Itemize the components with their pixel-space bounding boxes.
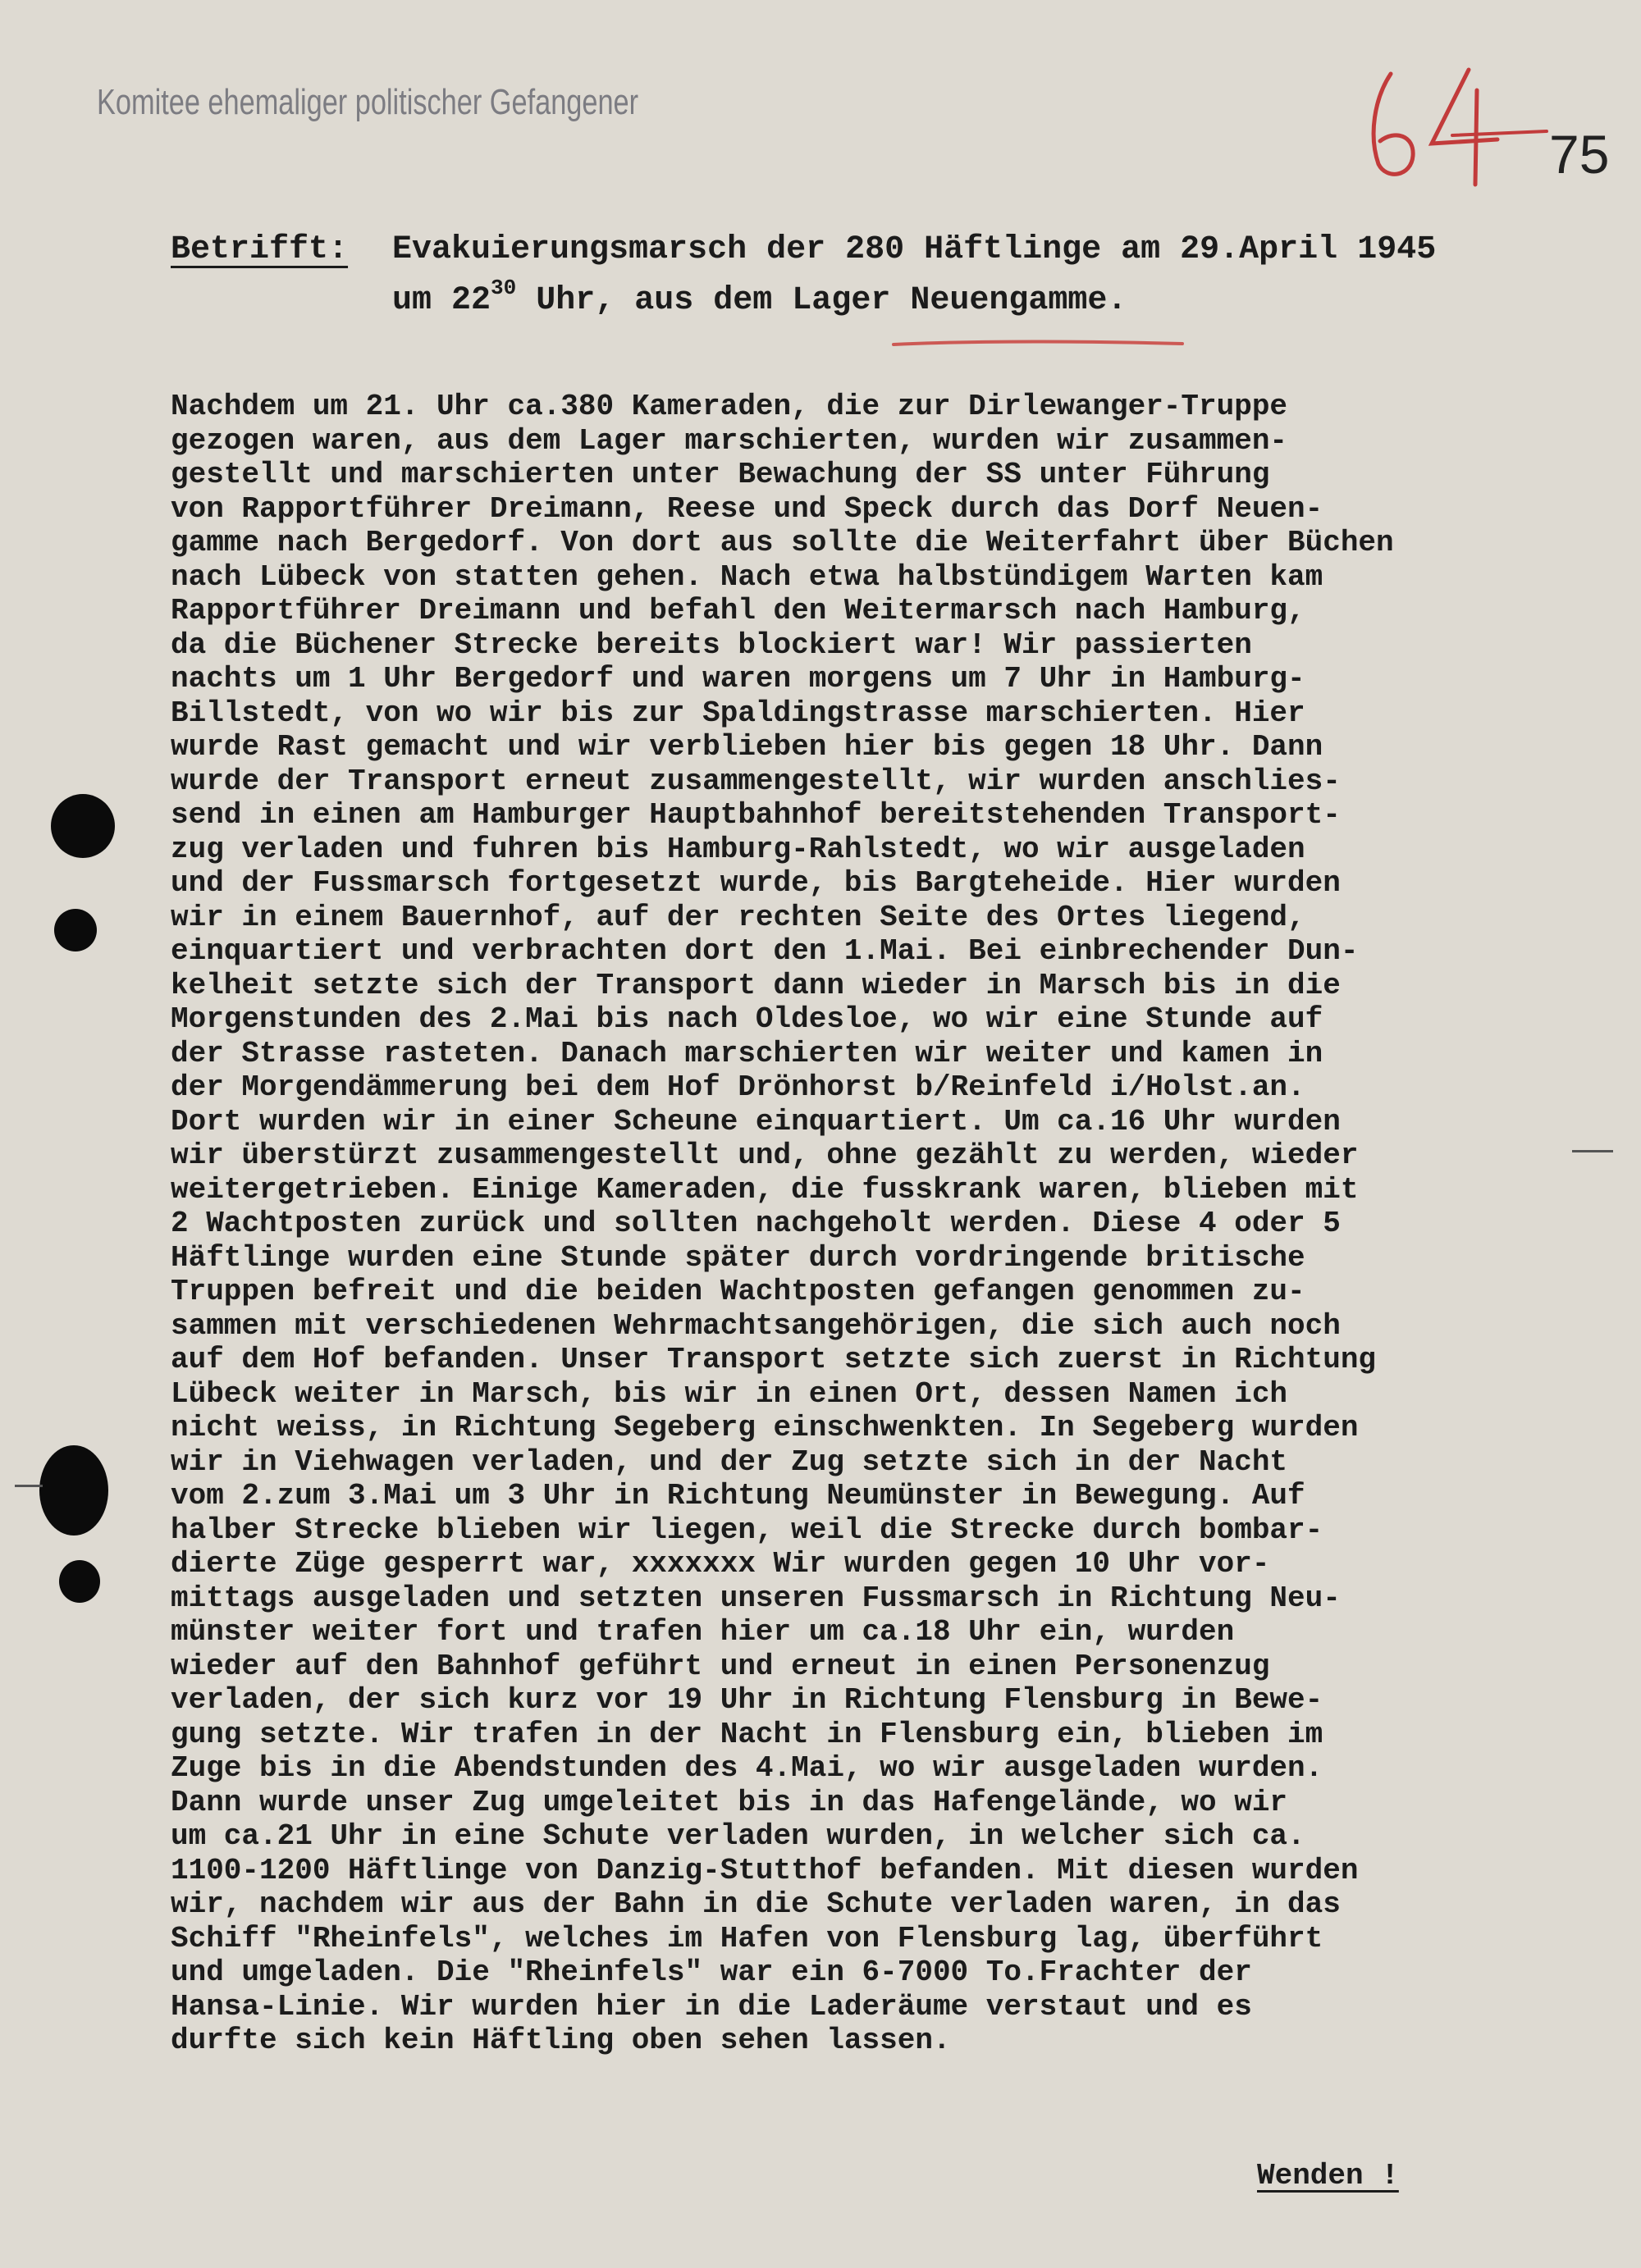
body-line: nicht weiss, in Richtung Segeberg einschwenkten. In Segeberg wurden [171, 1411, 1359, 1444]
body-line: wurde der Transport erneut zusammengestellt, wir wurden anschlies- [171, 764, 1341, 798]
body-line: wieder auf den Bahnhof geführt und erneut in einen Personenzug [171, 1649, 1270, 1683]
body-line: und der Fussmarsch fortgesetzt wurde, bis Bargteheide. Hier wurden [171, 866, 1341, 900]
punch-hole [54, 909, 97, 951]
subject-line-1: Evakuierungsmarsch der 280 Häftlinge am 29.April 1945 [392, 231, 1437, 268]
punch-hole [39, 1445, 108, 1536]
body-line: einquartiert und verbrachten dort den 1.Mai. Bei einbrechender Dun- [171, 934, 1359, 968]
folio-number: 75 [1549, 124, 1610, 185]
body-line: Nachdem um 21. Uhr ca.380 Kameraden, die zur Dirlewanger-Truppe [171, 390, 1288, 423]
body-line: 2 Wachtposten zurück und sollten nachgeholt werden. Diese 4 oder 5 [171, 1207, 1341, 1240]
body-line: halber Strecke blieben wir liegen, weil die Strecke durch bombar- [171, 1513, 1323, 1547]
handwritten-folio-number [1354, 57, 1551, 189]
red-pencil-underline [890, 336, 1186, 349]
body-line: zug verladen und fuhren bis Hamburg-Rahlstedt, wo wir ausgeladen [171, 832, 1305, 866]
body-line: Rapportführer Dreimann und befahl den Weitermarsch nach Hamburg, [171, 594, 1305, 627]
body-line: Dort wurden wir in einer Scheune einquartiert. Um ca.16 Uhr wurden [171, 1104, 1341, 1139]
body-line: auf dem Hof befanden. Unser Transport setzte sich zuerst in Richtung [171, 1343, 1377, 1376]
body-line: weitergetrieben. Einige Kameraden, die fusskrank waren, blieben mit [171, 1172, 1359, 1207]
body-line: send in einen am Hamburger Hauptbahnhof bereitstehenden Transport- [171, 798, 1341, 832]
body-line: und umgeladen. Die "Rheinfels" war ein 6-7000 To.Frachter der [171, 1955, 1252, 1989]
body-line: sammen mit verschiedenen Wehrmachtsangehörigen, die sich auch noch [171, 1308, 1341, 1343]
body-line: von Rapportführer Dreimann, Reese und Speck durch das Dorf Neuen- [171, 491, 1323, 526]
body-line: Hansa-Linie. Wir wurden hier in die Laderäume verstaut und es [171, 1989, 1252, 2024]
body-line: Häftlinge wurden eine Stunde später durch vordringende britische [171, 1240, 1305, 1275]
body-line: wir in Viehwagen verladen, und der Zug setzte sich in der Nacht [171, 1444, 1288, 1479]
subject-line-2-prefix: um 22 [392, 282, 491, 319]
subject-line-2-suffix: Uhr, aus dem Lager Neuengamme. [516, 282, 1127, 319]
body-line: gezogen waren, aus dem Lager marschierten, wurden wir zusammen- [171, 423, 1288, 458]
punch-hole [51, 794, 115, 858]
body-line: mittags ausgeladen und setzten unseren Fussmarsch in Richtung Neu- [171, 1581, 1341, 1615]
body-line: Morgenstunden des 2.Mai bis nach Oldesloe, wo wir eine Stunde auf [171, 1002, 1323, 1036]
body-line: Dann wurde unser Zug umgeleitet bis in das Hafengelände, wo wir [171, 1785, 1288, 1819]
body-line: nachts um 1 Uhr Bergedorf und waren morgens um 7 Uhr in Hamburg- [171, 662, 1305, 696]
body-line: vom 2.zum 3.Mai um 3 Uhr in Richtung Neumünster in Bewegung. Auf [171, 1479, 1305, 1513]
body-line: dierte Züge gesperrt war, xxxxxxx Wir wurden gegen 10 Uhr vor- [171, 1547, 1270, 1581]
body-line: wir in einem Bauernhof, auf der rechten Seite des Ortes liegend, [171, 900, 1305, 934]
margin-mark [15, 1485, 43, 1487]
body-text [171, 390, 1615, 2058]
body-line: da die Büchener Strecke bereits blockiert war! Wir passierten [171, 627, 1252, 662]
body-line: der Strasse rasteten. Danach marschierten wir weiter und kamen in [171, 1036, 1323, 1070]
closing-note: Wenden ! [1257, 2159, 1399, 2193]
body-line: durfte sich kein Häftling oben sehen lassen. [171, 2024, 951, 2057]
body-line: Lübeck weiter in Marsch, bis wir in einen Ort, dessen Namen ich [171, 1376, 1288, 1411]
subject-line-2 [392, 276, 1127, 319]
body-line: gung setzte. Wir trafen in der Nacht in Flensburg ein, blieben im [171, 1717, 1323, 1751]
body-line: verladen, der sich kurz vor 19 Uhr in Richtung Flensburg in Bewe- [171, 1683, 1323, 1717]
body-line: gamme nach Bergedorf. Von dort aus sollte die Weiterfahrt über Büchen [171, 526, 1394, 559]
margin-mark [1572, 1150, 1613, 1152]
body-line: kelheit setzte sich der Transport dann wieder in Marsch bis in die [171, 968, 1341, 1002]
letterhead-stamp: Komitee ehemaliger politischer Gefangener [97, 82, 639, 122]
body-line: wir, nachdem wir aus der Bahn in die Schute verladen waren, in das [171, 1887, 1341, 1921]
body-line: um ca.21 Uhr in eine Schute verladen wurden, in welcher sich ca. [171, 1819, 1305, 1853]
body-line: Zuge bis in die Abendstunden des 4.Mai, wo wir ausgeladen wurden. [171, 1751, 1323, 1785]
subject-time-superscript: 30 [491, 276, 517, 300]
body-line: Schiff "Rheinfels", welches im Hafen von Flensburg lag, überführt [171, 1921, 1323, 1955]
body-line: Truppen befreit und die beiden Wachtposten gefangen genommen zu- [171, 1275, 1305, 1308]
body-line: Billstedt, von wo wir bis zur Spaldingstrasse marschierten. Hier [171, 696, 1305, 730]
subject-label: Betrifft: [171, 231, 349, 268]
body-line: 1100-1200 Häftlinge von Danzig-Stutthof befanden. Mit diesen wurden [171, 1853, 1359, 1887]
body-line: wir überstürzt zusammengestellt und, ohne gezählt zu werden, wieder [171, 1139, 1359, 1172]
body-line: münster weiter fort und trafen hier um ca.18 Uhr ein, wurden [171, 1615, 1235, 1649]
punch-hole [59, 1560, 100, 1603]
body-line: wurde Rast gemacht und wir verblieben hier bis gegen 18 Uhr. Dann [171, 730, 1323, 764]
body-line: nach Lübeck von statten gehen. Nach etwa halbstündigem Warten kam [171, 559, 1323, 594]
body-line: gestellt und marschierten unter Bewachung der SS unter Führung [171, 458, 1270, 491]
body-line: der Morgendämmerung bei dem Hof Drönhorst b/Reinfeld i/Holst.an. [171, 1070, 1305, 1104]
